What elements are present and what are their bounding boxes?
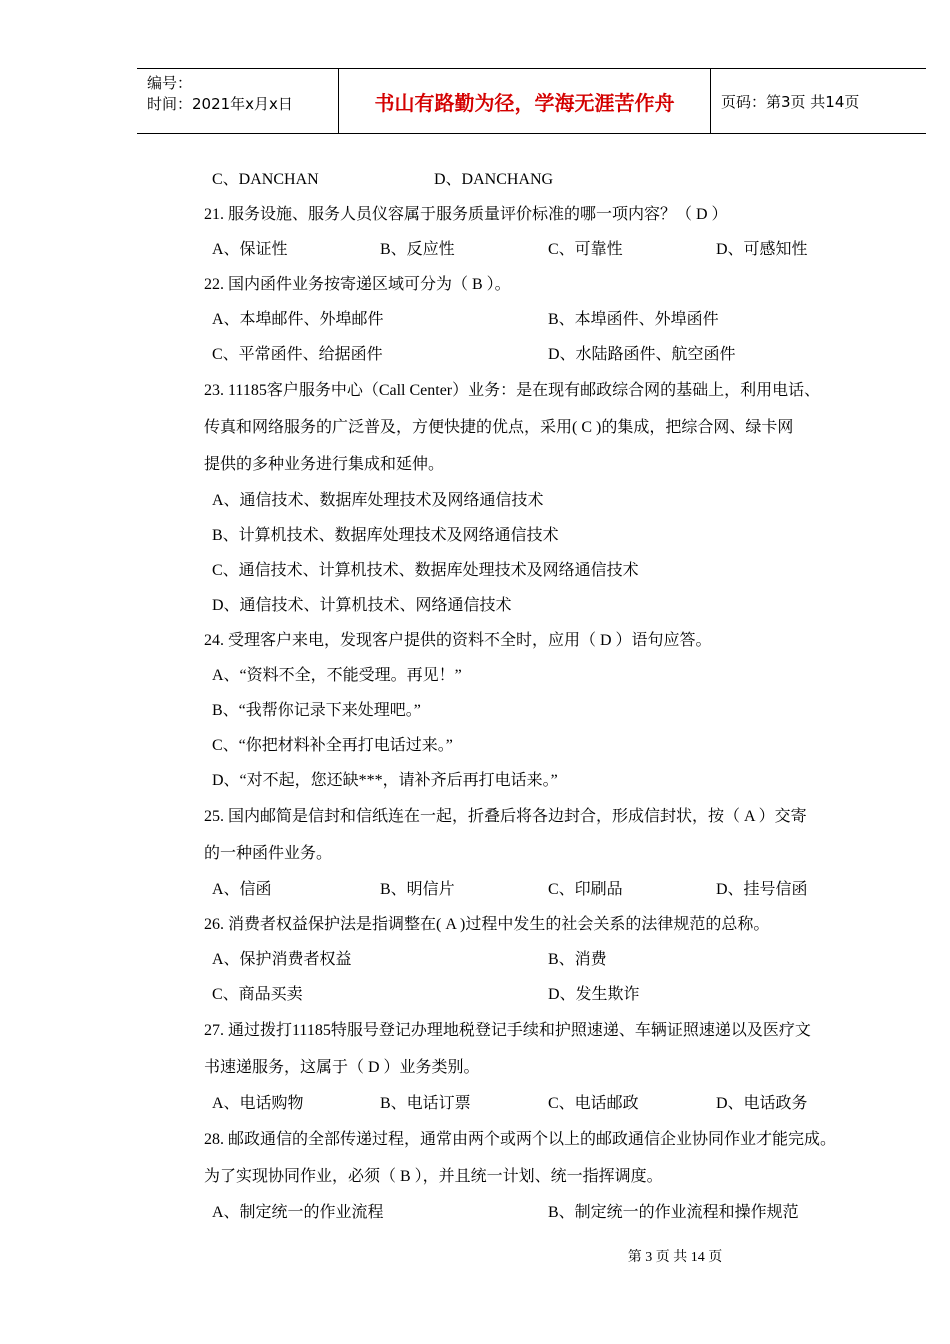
question-text: 28. 邮政通信的全部传递过程，通常由两个或两个以上的邮政通信企业协同作业才能完成。	[204, 1131, 837, 1148]
footer-page-number: 第 3 页 共 14 页	[627, 1250, 723, 1265]
page-header	[137, 68, 926, 134]
header-number-label: 编号：	[147, 74, 193, 92]
answer-option: C、通信技术、计算机技术、数据库处理技术及网络通信技术	[212, 562, 639, 579]
answer-option: A、通信技术、数据库处理技术及网络通信技术	[212, 492, 544, 509]
answer-option: A、电话购物	[212, 1095, 304, 1112]
answer-option: D、水陆路函件、航空函件	[548, 346, 736, 363]
answer-option: B、消费	[548, 951, 607, 968]
question-continuation: 书速递服务，这属于（ D ）业务类别。	[204, 1059, 480, 1076]
header-page-label: 页码：第3页 共14页	[721, 92, 860, 111]
answer-options-row	[204, 977, 884, 1012]
answer-option: A、制定统一的作业流程	[212, 1204, 384, 1221]
answer-options-row	[204, 1086, 884, 1121]
answer-option: B、制定统一的作业流程和操作规范	[548, 1204, 799, 1221]
question-text: 25. 国内邮简是信封和信纸连在一起，折叠后将各边封合，形成信封状，按（ A ）交寄	[204, 808, 807, 825]
answer-option: C、平常函件、给据函件	[212, 346, 383, 363]
answer-option: D、通信技术、计算机技术、网络通信技术	[212, 597, 512, 614]
question-continuation: 为了实现协同作业，必须（ B ），并且统一计划、统一指挥调度。	[204, 1168, 663, 1185]
answer-option: D、可感知性	[716, 241, 808, 258]
answer-option: C、商品买卖	[212, 986, 303, 1003]
answer-option: A、本埠邮件、外埠邮件	[212, 311, 384, 328]
answer-option: D、DANCHANG	[434, 171, 554, 188]
answer-option: B、明信片	[380, 881, 455, 898]
answer-option: B、电话订票	[380, 1095, 471, 1112]
answer-option: C、可靠性	[548, 241, 623, 258]
answer-option: A、保护消费者权益	[212, 951, 352, 968]
answer-option: D、电话政务	[716, 1095, 808, 1112]
answer-options-row	[204, 302, 884, 337]
answer-option: A、保证性	[212, 241, 288, 258]
question-continuation: 的一种函件业务。	[204, 845, 333, 862]
question-text: 21. 服务设施、服务人员仪容属于服务质量评价标准的哪一项内容？（ D ）	[204, 206, 728, 223]
answer-option: A、信函	[212, 881, 272, 898]
answer-options-row	[204, 872, 884, 907]
question-continuation: 传真和网络服务的广泛普及，方便快捷的优点，采用( C )的集成，把综合网、绿卡网	[204, 419, 794, 436]
answer-option: C、电话邮政	[548, 1095, 639, 1112]
question-text: 24. 受理客户来电，发现客户提供的资料不全时，应用（ D ）语句应答。	[204, 632, 712, 649]
answer-option: B、“我帮你记录下来处理吧。”	[212, 702, 421, 719]
answer-options-row	[204, 337, 884, 372]
question-text: 23. 11185客户服务中心（Call Center）业务：是在现有邮政综合网的基础上，利用电话、	[204, 382, 821, 399]
answer-option: B、本埠函件、外埠函件	[548, 311, 719, 328]
question-continuation: 提供的多种业务进行集成和延伸。	[204, 456, 445, 473]
answer-options-row	[204, 162, 884, 197]
question-text: 27. 通过拨打11185特服号登记办理地税登记手续和护照速递、车辆证照速递以及医疗文	[204, 1022, 811, 1039]
question-text: 22. 国内函件业务按寄递区域可分为（ B ）。	[204, 276, 511, 293]
answer-option: C、“你把材料补全再打电话过来。”	[212, 737, 453, 754]
header-motto: 书山有路勤为径，学海无涯苦作舟	[338, 69, 711, 133]
answer-option: B、反应性	[380, 241, 455, 258]
answer-option: D、发生欺诈	[548, 986, 640, 1003]
answer-option: B、计算机技术、数据库处理技术及网络通信技术	[212, 527, 559, 544]
answer-option: C、印刷品	[548, 881, 623, 898]
answer-option: A、“资料不全，不能受理。再见！”	[212, 667, 462, 684]
answer-options-row	[204, 232, 884, 267]
document-body	[204, 162, 884, 1230]
answer-options-row	[204, 1195, 884, 1230]
header-meta	[137, 69, 338, 133]
answer-option: C、DANCHAN	[212, 171, 319, 188]
answer-option: D、挂号信函	[716, 881, 808, 898]
answer-option: D、“对不起，您还缺***，请补齐后再打电话来。”	[212, 772, 558, 789]
header-time-label: 时间：2021年x月x日	[147, 95, 293, 113]
answer-options-row	[204, 942, 884, 977]
page-footer	[0, 1246, 950, 1266]
question-text: 26. 消费者权益保护法是指调整在( A )过程中发生的社会关系的法律规范的总称。	[204, 916, 770, 933]
